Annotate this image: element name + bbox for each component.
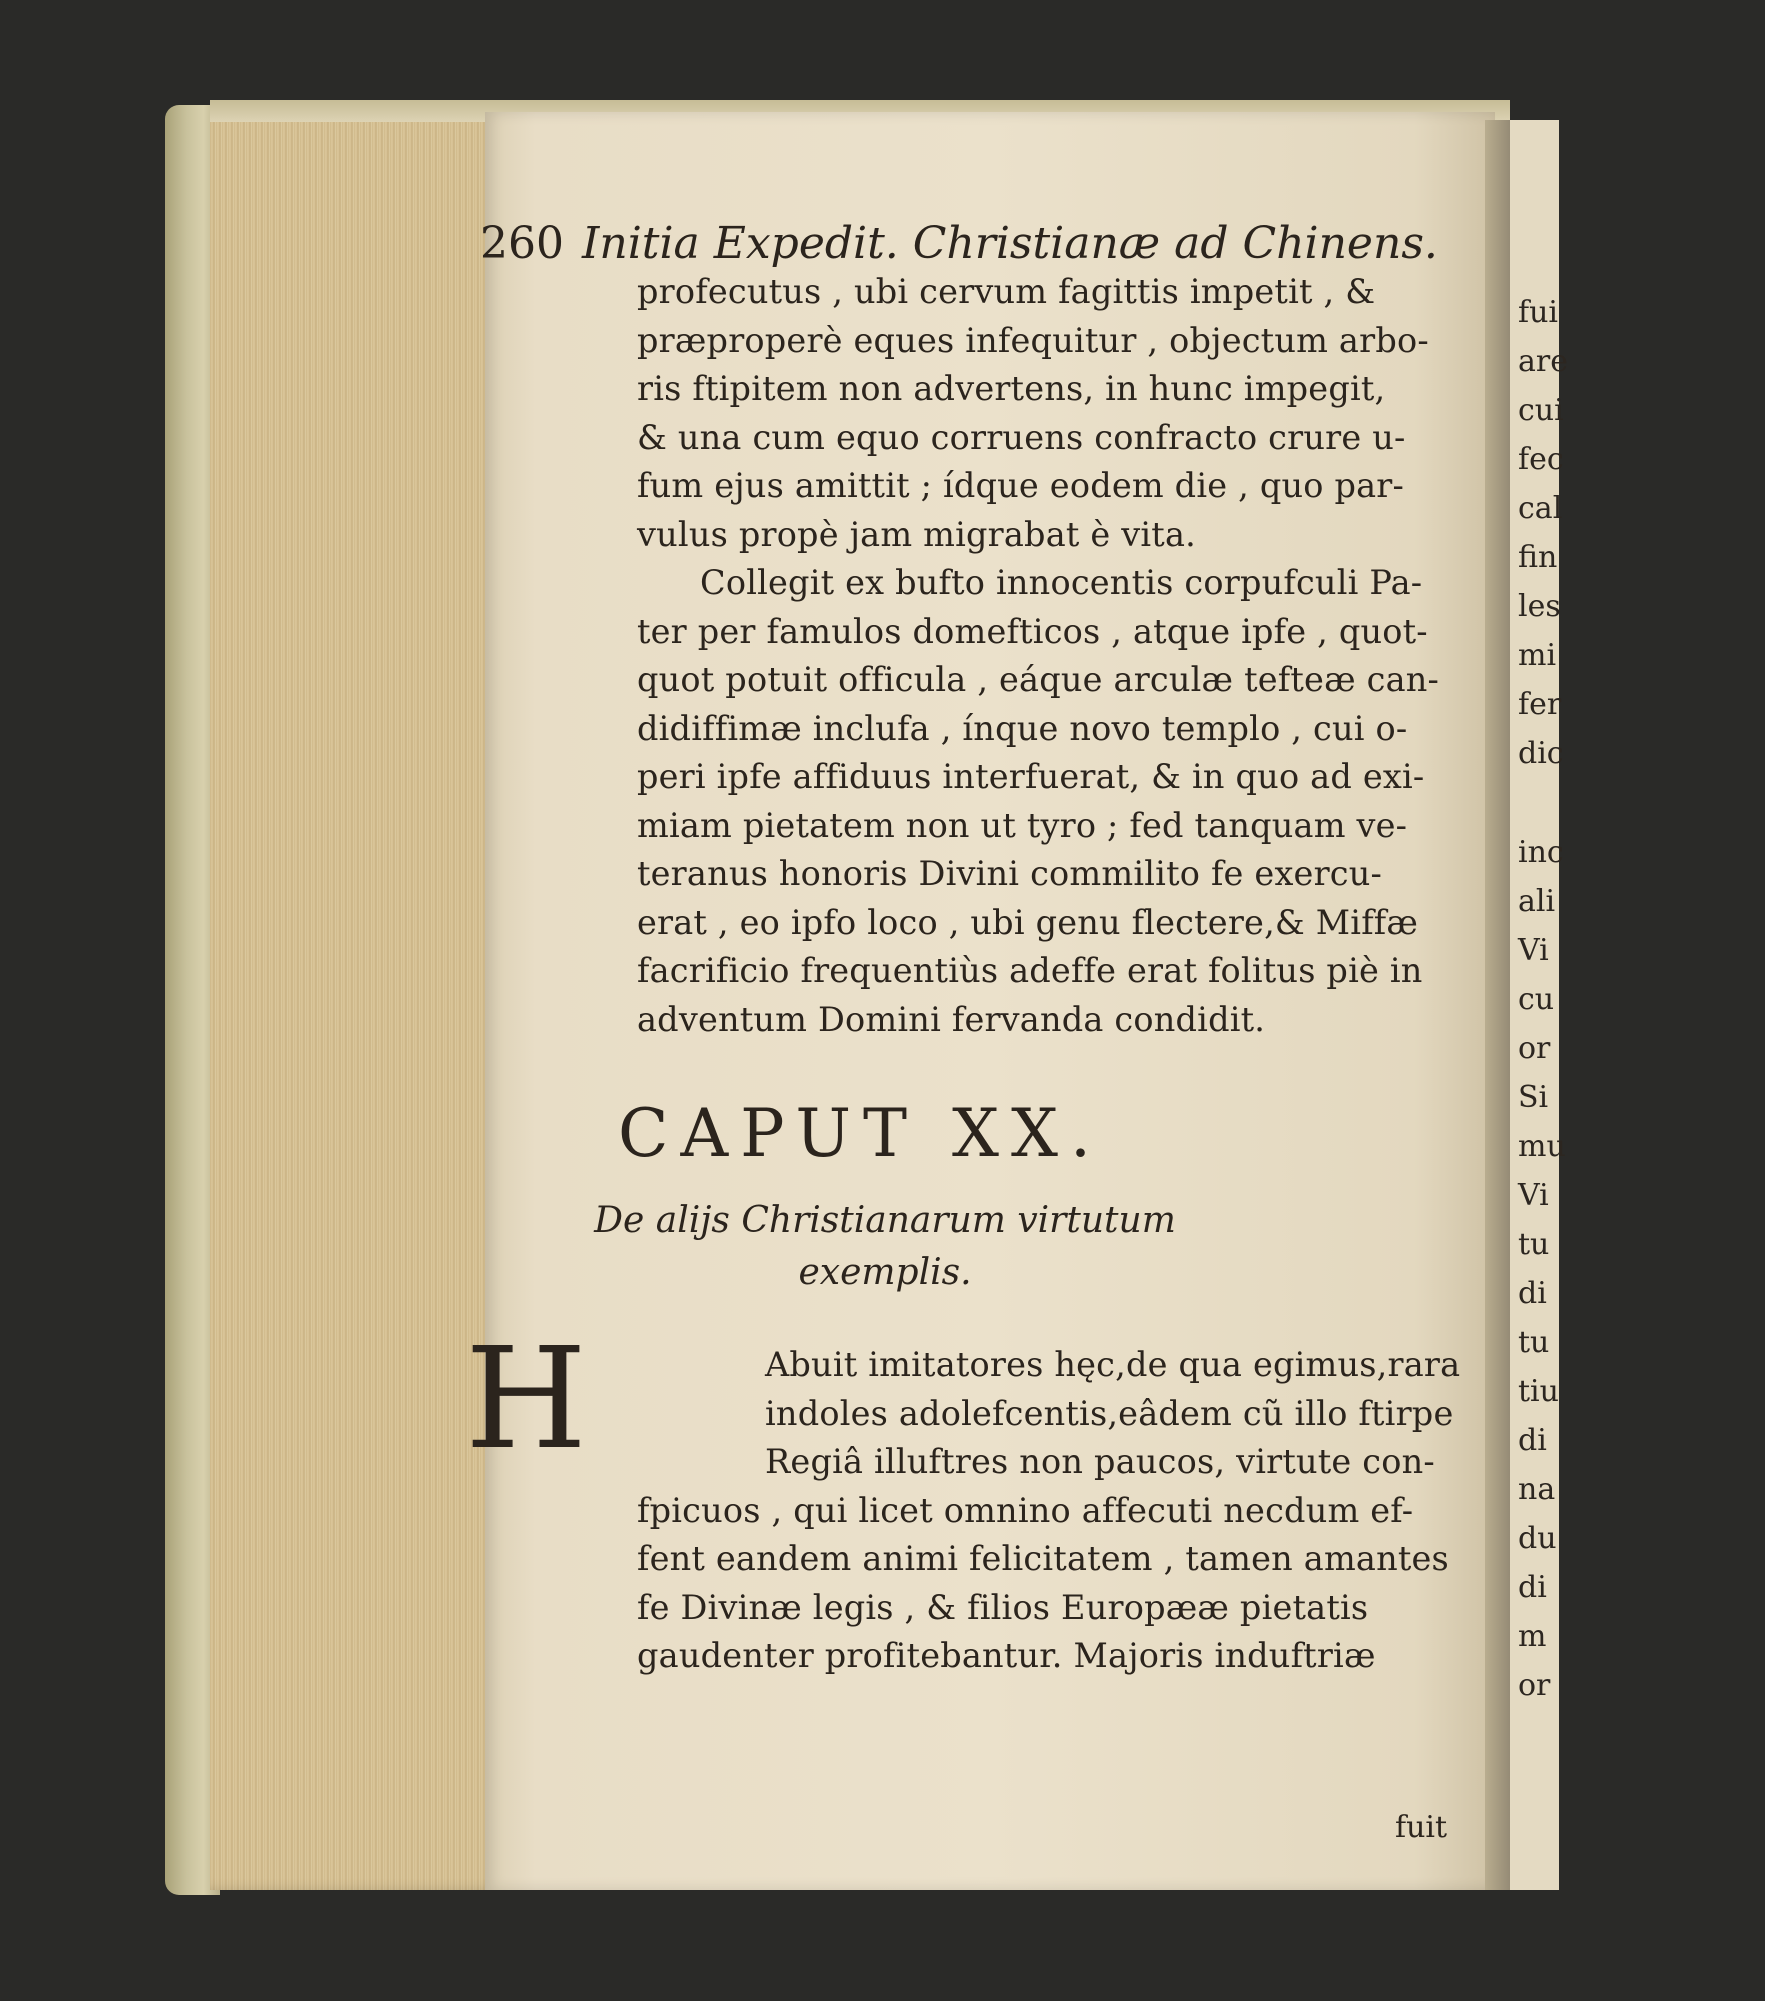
text-line: teranus honoris Divini commilito fe exercu- <box>637 854 1383 893</box>
text-line: facrificio frequentiùs adeffe erat folitus piè in <box>637 951 1423 990</box>
text-line: Regiâ illuftres non paucos, virtute con- <box>765 1442 1435 1481</box>
drop-cap: H <box>465 1318 588 1481</box>
text-line: ris ftipitem non advertens, in hunc impegit, <box>637 369 1386 408</box>
text-line: & una cum equo corruens confracto crure u- <box>637 417 1406 457</box>
text-line: indoles adolefcentis,eâdem cũ illo ftirpe <box>765 1393 1454 1433</box>
running-title: Initia Expedit. Christianæ ad Chinens. <box>581 218 1438 269</box>
facing-page-text: du <box>1518 1521 1557 1556</box>
facing-page-text: mi <box>1518 638 1557 673</box>
facing-page-text: cui <box>1518 393 1564 428</box>
facing-page-text: tu <box>1518 1227 1550 1262</box>
chapter-subtitle-line-2: exemplis. <box>798 1252 972 1293</box>
text-line: miam pietatem non ut tyro ; fed tanquam ve- <box>637 805 1408 845</box>
facing-page-text: fui <box>1518 295 1559 330</box>
facing-page-text: or <box>1518 1668 1551 1703</box>
text-line: peri ipfe affiduus interfuerat, & in quo ad exi- <box>637 757 1425 796</box>
text-line: profecutus , ubi cervum fagittis impetit , & <box>637 272 1376 311</box>
facing-page-text: are <box>1518 344 1568 379</box>
facing-page-text: tu <box>1518 1325 1550 1360</box>
text-line: didiffimæ inclufa , ínque novo templo , cui o- <box>637 708 1408 748</box>
facing-page-text: Si <box>1518 1080 1549 1115</box>
text-line: præproperè eques infequitur , objectum arbo- <box>637 320 1429 360</box>
facing-page-text: inc <box>1518 835 1564 870</box>
facing-page-text: dic <box>1518 736 1564 771</box>
text-line: ter per famulos domefticos , atque ipfe , quot- <box>637 611 1428 651</box>
facing-page-text: tiu <box>1518 1374 1559 1409</box>
text-line: gaudenter profitebantur. Majoris induftriæ <box>637 1636 1376 1675</box>
facing-page-text: di <box>1518 1276 1547 1311</box>
facing-page-text: les <box>1518 589 1561 624</box>
text-line: fpicuos , qui licet omnino affecuti necdum ef- <box>637 1490 1414 1530</box>
facing-page-text: ali <box>1518 884 1556 919</box>
text-line: adventum Domini fervanda condidit. <box>637 999 1266 1039</box>
facing-page-text: Vi <box>1518 933 1549 968</box>
page-number: 260 <box>480 218 564 269</box>
facing-page-text: fin <box>1518 540 1558 575</box>
text-line: vulus propè jam migrabat è vita. <box>637 514 1196 554</box>
facing-page-text: mu <box>1518 1129 1566 1164</box>
chapter-title: CAPUT XX. <box>618 1095 1103 1172</box>
text-line: Abuit imitatores hęc,de qua egimus,rara <box>765 1345 1461 1384</box>
text-line: fe Divinæ legis , & filios Europææ pietatis <box>637 1587 1369 1627</box>
facing-page-text: di <box>1518 1423 1547 1458</box>
facing-page-text: na <box>1518 1472 1556 1507</box>
catchword: fuit <box>1395 1810 1448 1845</box>
facing-page-text: cal <box>1518 491 1563 526</box>
text-line: quot potuit officula , eáque arculæ tefteæ can- <box>637 660 1440 699</box>
text-line: erat , eo ipfo loco , ubi genu flectere,& Miffæ <box>637 902 1419 942</box>
facing-page-text: fec <box>1518 442 1564 477</box>
facing-page-text: cu <box>1518 982 1555 1017</box>
facing-page-text: fer <box>1518 687 1562 722</box>
facing-page-text: or <box>1518 1031 1551 1066</box>
page-block-edge <box>210 110 510 1890</box>
facing-page-text: Vi <box>1518 1178 1549 1213</box>
chapter-subtitle-line-1: De alijs Christianarum virtutum <box>594 1200 1176 1241</box>
facing-page-text: di <box>1518 1570 1547 1605</box>
text-line: fum ejus amittit ; ídque eodem die , quo par- <box>637 466 1405 505</box>
running-header <box>480 218 1480 269</box>
facing-page-text: m <box>1518 1619 1547 1654</box>
text-line: fent eandem animi felicitatem , tamen amantes <box>637 1539 1449 1578</box>
text-line: Collegit ex bufto innocentis corpufculi Pa- <box>700 563 1423 602</box>
